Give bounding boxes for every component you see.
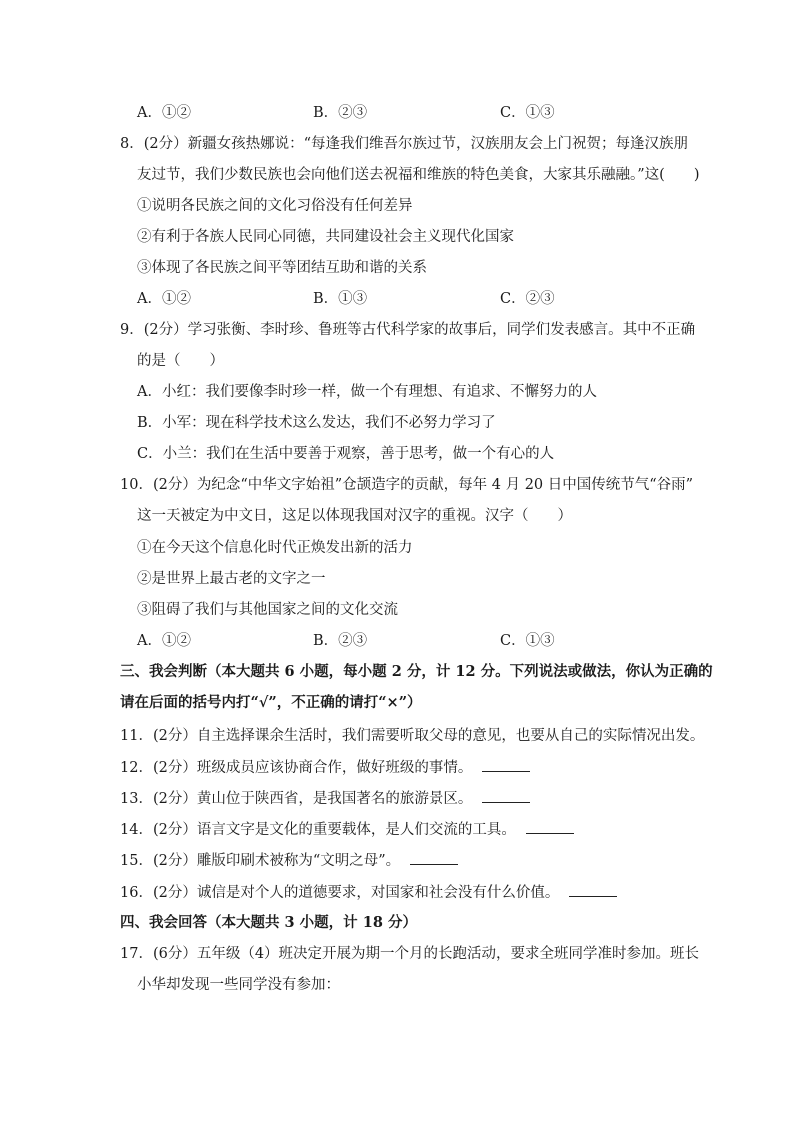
answer-blank[interactable] [410,850,458,865]
q17-stem-line2: 小华却发现一些同学没有参加： [137,977,340,993]
judgement-q13-text: 13．(2分）黄山位于陕西省，是我国著名的旅游景区。 [120,791,473,807]
judgement-q15-text: 15．(2分）雕版印刷术被称为“文明之母”。 [120,853,401,869]
judgement-q11 [120,726,704,746]
q10-option-c: C．①③ [500,633,555,649]
q8-options [137,289,697,309]
judgement-q15 [120,850,458,871]
q10-item-2: ②是世界上最古老的文字之一 [137,571,326,587]
answer-blank[interactable] [482,757,530,772]
q7-options [137,103,697,123]
q8-option-b: B．①③ [313,291,368,307]
answer-blank[interactable] [569,882,617,897]
q10-stem-line1: 10．(2分）为纪念“中华文字始祖”仓颉造字的贡献，每年 4 月 20 日中国传统节气“谷雨” [120,477,694,493]
q8-stem-line1: 8．(2分）新疆女孩热娜说：“每逢我们维吾尔族过节，汉族朋友会上门祝贺；每逢汉族朋 [120,136,689,152]
q9-stem-line2: 的是（ ） [137,353,224,369]
q7-option-b: B．②③ [313,105,368,121]
judgement-q12-text: 12．(2分）班级成员应该协商合作，做好班级的事情。 [120,760,473,776]
section3-heading-line1: 三、我会判断（本大题共 6 小题，每小题 2 分，计 12 分。下列说法或做法，你认为正确的 [120,663,713,680]
q10-item-3: ③阻碍了我们与其他国家之间的文化交流 [137,602,398,618]
q7-option-a: A．①② [137,105,191,121]
q8-item-1: ①说明各民族之间的文化习俗没有任何差异 [137,198,413,214]
q7-option-c: C．①③ [500,105,555,121]
answer-blank[interactable] [482,788,530,803]
q10-item-1: ①在今天这个信息化时代正焕发出新的活力 [137,540,413,556]
q8-item-2: ②有利于各族人民同心同德，共同建设社会主义现代化国家 [137,229,514,245]
answer-blank[interactable] [526,819,574,834]
q9-choice-c: C．小兰：我们在生活中要善于观察，善于思考，做一个有心的人 [137,446,555,462]
q17-stem-line1: 17．(6分）五年级（4）班决定开展为期一个月的长跑活动，要求全班同学准时参加。班长 [120,946,700,962]
q8-option-c: C．②③ [500,291,555,307]
q9-choice-a: A．小红：我们要像李时珍一样，做一个有理想、有追求、不懈努力的人 [137,384,597,400]
judgement-q14 [120,819,574,840]
q8-item-3: ③体现了各民族之间平等团结互助和谐的关系 [137,260,427,276]
q8-stem-line2: 友过节，我们少数民族也会向他们送去祝福和维族的特色美食，大家其乐融融。”这( ) [137,167,700,183]
q9-stem-line1: 9．(2分）学习张衡、李时珍、鲁班等古代科学家的故事后，同学们发表感言。其中不正确 [120,322,696,338]
q10-options [137,631,697,651]
q10-option-b: B．②③ [313,633,368,649]
section4-heading: 四、我会回答（本大题共 3 小题，计 18 分） [120,914,417,931]
judgement-q11-text: 11．(2分）自主选择课余生活时，我们需要听取父母的意见，也要从自己的实际情况出发。 [120,728,705,744]
judgement-q12 [120,757,530,778]
q8-option-a: A．①② [137,291,191,307]
judgement-q13 [120,788,530,809]
judgement-q16-text: 16．(2分）诚信是对个人的道德要求，对国家和社会没有什么价值。 [120,885,560,901]
q9-choice-b: B．小军：现在科学技术这么发达，我们不必努力学习了 [137,415,496,431]
judgement-q14-text: 14．(2分）语言文字是文化的重要载体，是人们交流的工具。 [120,822,516,838]
judgement-q16 [120,882,617,903]
q10-stem-line2: 这一天被定为中文日，这足以体现我国对汉字的重视。汉字（ ） [137,508,572,524]
section3-heading-line2: 请在后面的括号内打“√”，不正确的请打“×”） [120,694,422,711]
q10-option-a: A．①② [137,633,191,649]
